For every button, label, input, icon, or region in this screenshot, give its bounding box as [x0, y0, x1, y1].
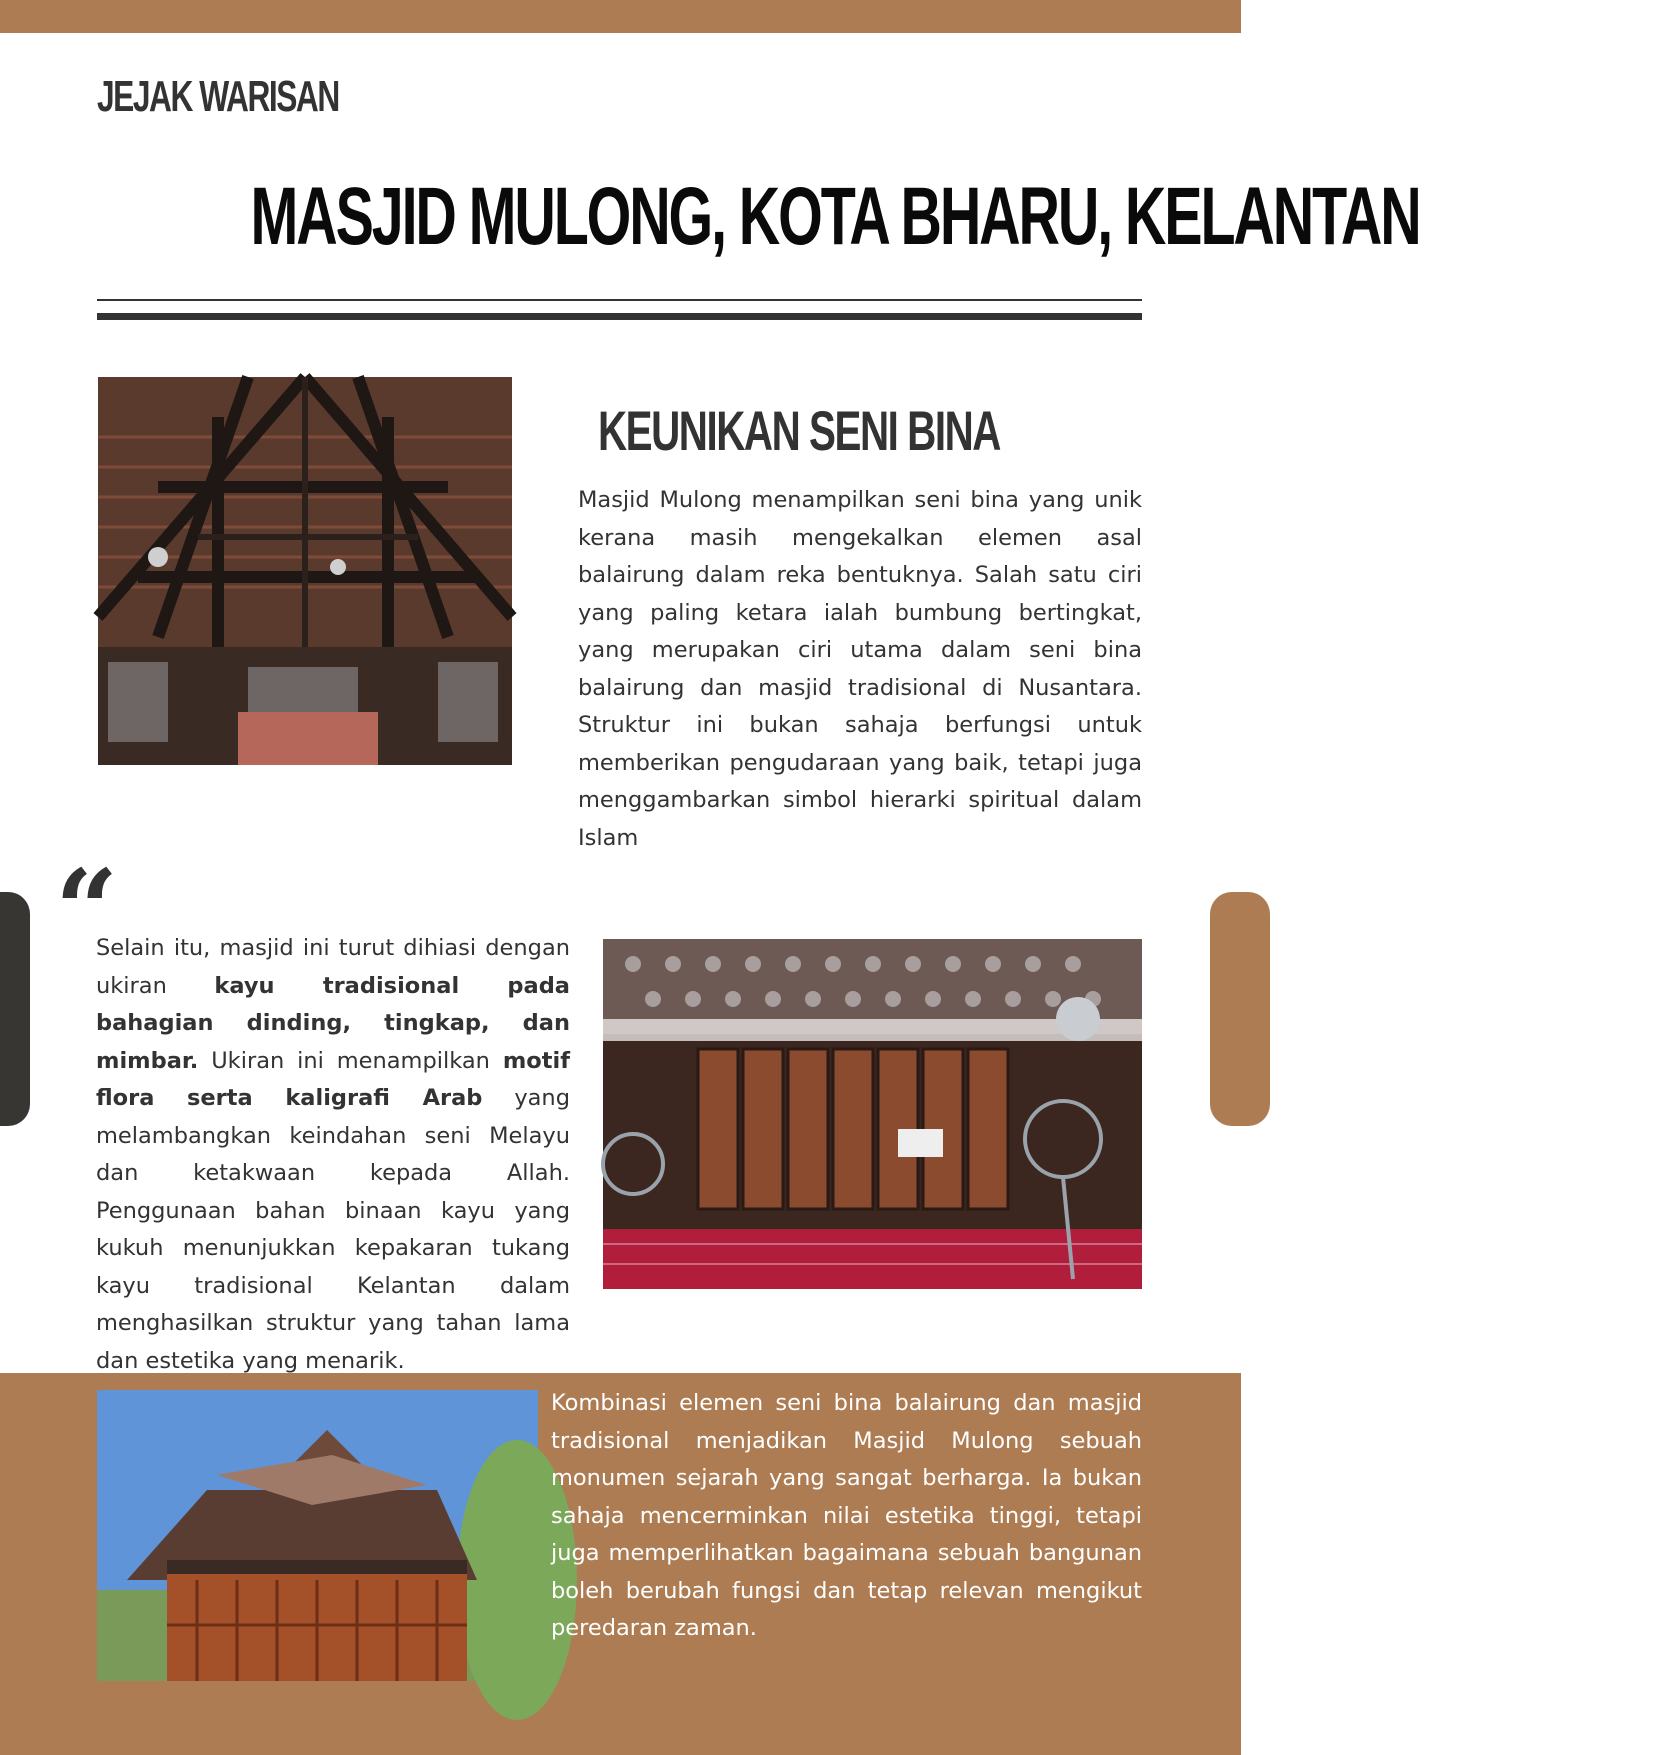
- page-title-text: MASJID MULONG, KOTA BHARU, KELANTAN: [250, 171, 1420, 262]
- right-side-tab: [1210, 892, 1270, 1126]
- carving-emphasis-1: kayu tradisional pada bahagian dinding, tingkap, dan mimbar.: [96, 972, 570, 1074]
- carving-emphasis-2: motif flora serta kaligrafi Arab: [96, 1047, 570, 1111]
- brand-label: JEJAK WARISAN: [97, 72, 339, 121]
- left-side-tab: [0, 892, 30, 1126]
- mosque-exterior-photo: [97, 1390, 538, 1681]
- page-title: [0, 170, 1420, 264]
- quote-mark-icon: “: [55, 845, 119, 974]
- interior-wall-photo: [603, 939, 1142, 1289]
- title-rule-thick: [97, 313, 1142, 320]
- section-heading: KEUNIKAN SENI BINA: [598, 399, 1000, 462]
- carving-paragraph: [96, 930, 570, 1380]
- top-accent-bar: [0, 0, 1241, 33]
- closing-paragraph: Kombinasi elemen seni bina balairung dan masjid tradisional menjadikan Masjid Mulong sebuah monumen sejarah yang sangat berharga. Ia bukan sahaja mencerminkan nilai estetika tinggi, tetapi juga memperlihatkan bagaimana sebuah bangunan boleh berubah fungsi dan tetap relevan mengikut peredaran zaman.: [551, 1390, 1142, 1641]
- title-rule-thin: [97, 299, 1142, 301]
- carving-text-3: yang melambangkan keindahan seni Melayu dan ketakwaan kepada Allah. Penggunaan bahan binaan kayu yang kukuh menunjukkan kepakaran tukang kayu tradisional Kelantan dalam menghasilkan struktur yang tahan lama dan estetika yang menarik.: [96, 1085, 570, 1374]
- roof-interior-photo: [98, 377, 512, 765]
- architecture-paragraph: Masjid Mulong menampilkan seni bina yang unik kerana masih mengekalkan elemen asal balairung dalam reka bentuknya. Salah satu ciri yang paling ketara ialah bumbung bertingkat, yang merupakan ciri utama dalam seni bina balairung dan masjid tradisional di Nusantara. Struktur ini bukan sahaja berfungsi untuk memberikan pengudaraan yang baik, tetapi juga menggambarkan simbol hierarki spiritual dalam Islam: [578, 487, 1142, 851]
- carving-text-2: Ukiran ini menampilkan: [198, 1047, 503, 1074]
- carving-text-1: Selain itu, masjid ini turut dihiasi dengan ukiran: [96, 935, 570, 999]
